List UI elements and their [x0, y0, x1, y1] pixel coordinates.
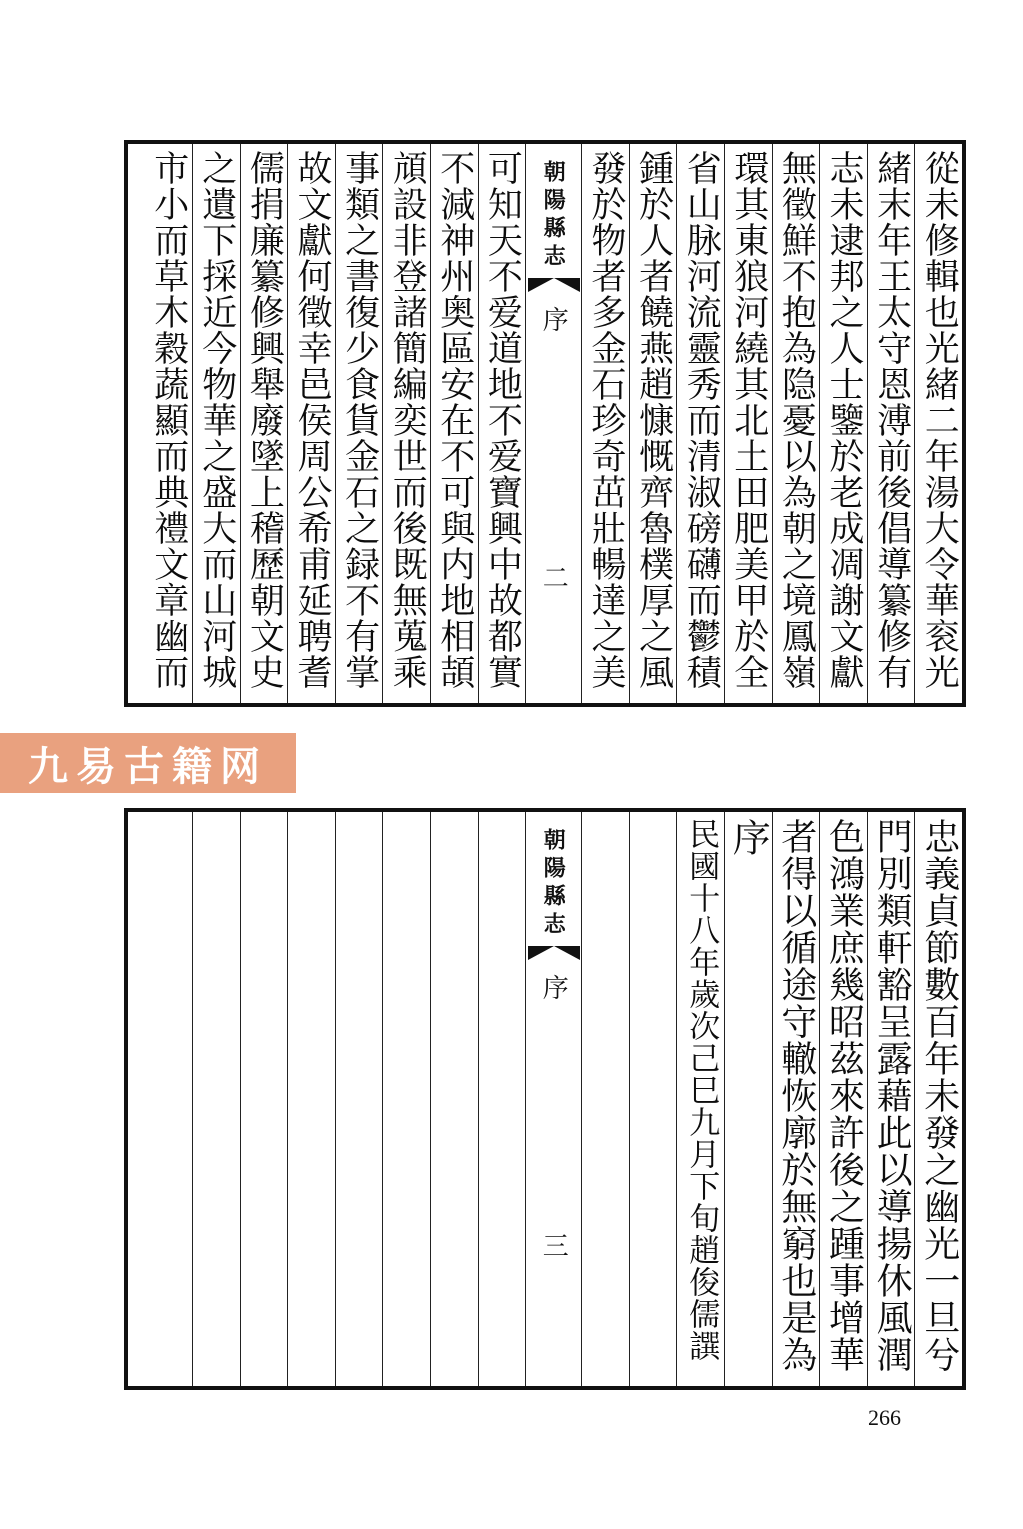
- column-text: 色鴻業庶幾昭茲來許後之踵事增華: [823, 818, 865, 1373]
- text-column: [335, 812, 383, 1386]
- column-text: 不減神州奥區安在不可與内地相頡: [434, 150, 475, 690]
- column-text: 之遺下採近今物華之盛大而山河城: [196, 150, 237, 690]
- leaf-number: 二: [538, 564, 569, 590]
- fish-tail-mark-icon: [528, 278, 580, 296]
- text-column: [867, 812, 915, 1386]
- text-column: [914, 812, 962, 1386]
- text-column: [819, 812, 867, 1386]
- text-column: [724, 144, 772, 703]
- column-text: 故文獻何徵幸邑侯周公希甫延聘耆: [291, 150, 332, 690]
- column-text: 門別類軒豁呈露藉此以導揚休風潤: [871, 818, 913, 1373]
- watermark-banner: [0, 733, 296, 793]
- section-label: 序: [538, 306, 569, 332]
- column-text: 鍾於人者饒燕趙慷慨齊魯樸厚之風: [633, 150, 674, 690]
- text-column: [144, 144, 192, 703]
- column-text: 緒末年王太守恩溥前後倡導纂修有: [871, 150, 912, 690]
- center-fold: [525, 812, 581, 1386]
- text-column: [629, 144, 677, 703]
- top-leaf: [124, 140, 966, 707]
- text-column: [287, 812, 335, 1386]
- text-column: [430, 144, 478, 703]
- bottom-leaf: [124, 808, 966, 1390]
- column-text: 忠義貞節數百年未發之幽光一旦兮: [918, 818, 960, 1373]
- column-text: 儒捐廉纂修興舉廢墜上稽歷朝文史: [244, 150, 285, 690]
- column-text: 省山脉河流靈秀而清淑磅礴而鬱積: [681, 150, 722, 690]
- book-title: 朝陽縣志: [540, 160, 567, 272]
- text-column: [581, 812, 629, 1386]
- text-column: [287, 144, 335, 703]
- text-column: [192, 812, 240, 1386]
- text-column: [819, 144, 867, 703]
- column-text: 序: [726, 818, 771, 857]
- watermark-text: 九易古籍网: [28, 743, 268, 790]
- text-column: [430, 812, 478, 1386]
- section-label: 序: [538, 974, 569, 1000]
- bottom-leaf-columns: [128, 812, 962, 1386]
- text-column: [867, 144, 915, 703]
- leaf-number: 三: [538, 1232, 569, 1258]
- text-column: [676, 812, 724, 1386]
- column-text: 可知天不爱道地不爱寶興中故都實: [482, 150, 523, 690]
- text-column: [676, 144, 724, 703]
- column-text: 民國十八年歲次己巳九月下旬趙俊儒譔: [683, 818, 720, 1362]
- text-column: [382, 144, 430, 703]
- text-column: [240, 812, 288, 1386]
- text-column: [914, 144, 962, 703]
- column-text: 環其東狼河繞其北土田肥美甲於全: [728, 150, 769, 690]
- text-column: [772, 144, 820, 703]
- page-number: 266: [868, 1405, 901, 1430]
- column-text: 者得以循途守轍恢廓於無窮也是為: [775, 818, 817, 1373]
- column-text: 無徵鮮不抱為隐憂以為朝之境鳳嶺: [776, 150, 817, 690]
- center-fold: [525, 144, 581, 703]
- top-leaf-columns: [128, 144, 962, 703]
- text-column: [240, 144, 288, 703]
- text-column: [335, 144, 383, 703]
- column-text: 頏設非登諸簡編奕世而後既無蒐乘: [387, 150, 428, 690]
- column-text: 志未逮邦之人士鑒於老成凋謝文獻: [823, 150, 864, 690]
- text-column: [629, 812, 677, 1386]
- column-text: 市小而草木穀蔬顯而典禮文章幽而: [148, 150, 189, 690]
- book-title: 朝陽縣志: [540, 828, 567, 940]
- fish-tail-mark-icon: [528, 946, 580, 964]
- text-column: [581, 144, 629, 703]
- text-column: [478, 812, 526, 1386]
- text-column: [382, 812, 430, 1386]
- column-text: 從未修輯也光緒二年湯大令華衮光: [919, 150, 960, 690]
- text-column: [144, 812, 192, 1386]
- text-column: [192, 144, 240, 703]
- column-text: 發於物者多金石珍奇茁壯暢達之美: [585, 150, 626, 690]
- text-column: [724, 812, 772, 1386]
- text-column: [772, 812, 820, 1386]
- text-column: [478, 144, 526, 703]
- column-text: 事類之書復少食貨金石之録不有掌: [339, 150, 380, 690]
